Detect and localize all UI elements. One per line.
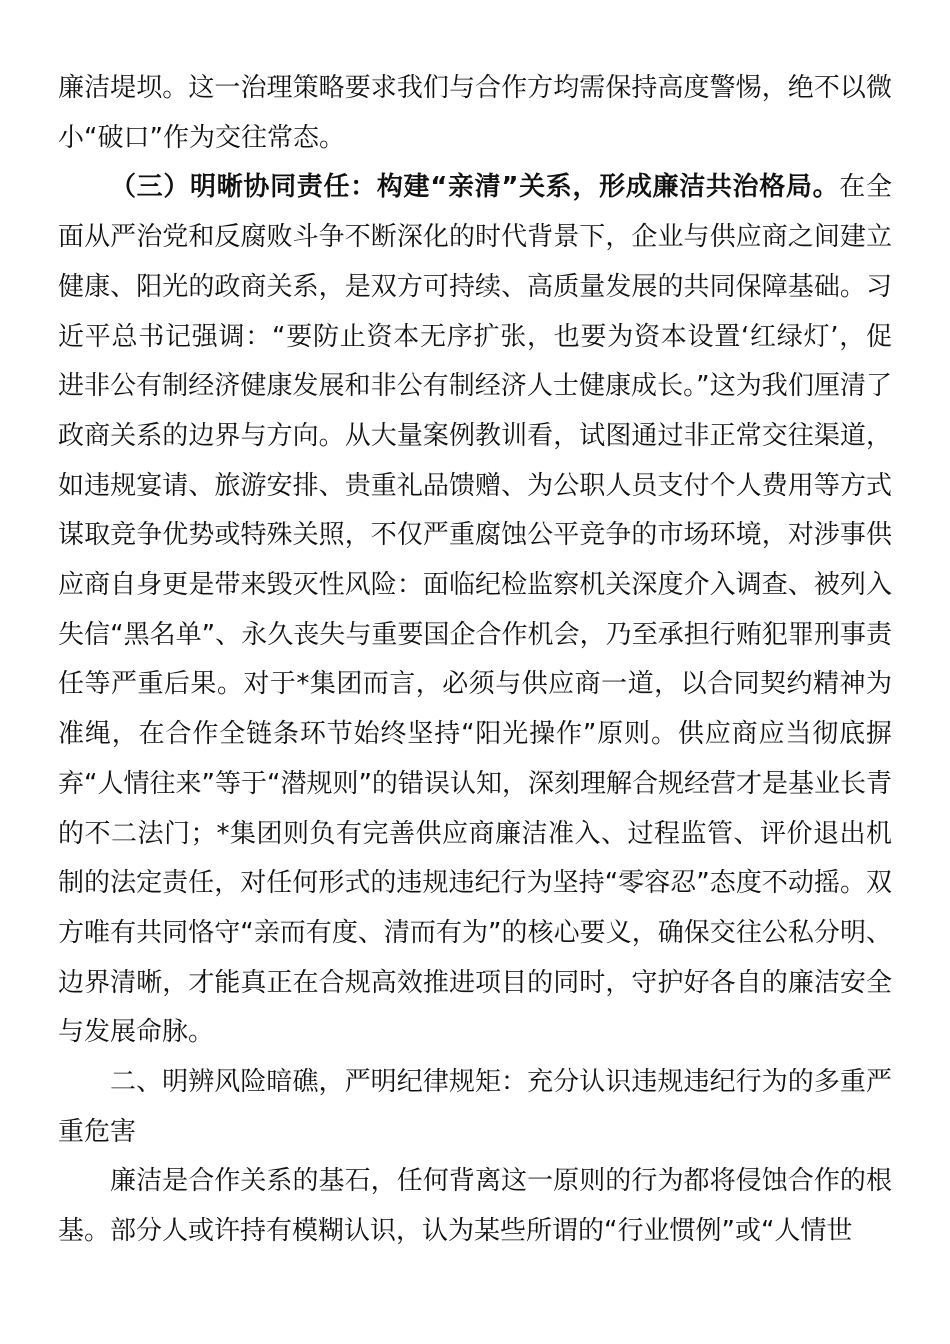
section-2-heading: 二、明辨风险暗礁，严明纪律规矩：充分认识违规违纪行为的多重严重危害: [58, 1067, 892, 1147]
section-3-title: （三）明晰协同责任：构建“亲清”关系，形成廉洁共治格局。: [110, 172, 840, 203]
continuation-paragraph: 廉洁堤坝。这一治理策略要求我们与合作方均需保持高度警惕，绝不以微小“破口”作为交往常态。: [58, 73, 892, 153]
section-3-body: 在全面从严治党和反腐败斗争不断深化的时代背景下，企业与供应商之间建立健康、阳光的政商关系，是双方可持续、高质量发展的共同保障基础。习近平总书记强调：“要防止资本无序扩张，也要为资本设置‘红绿灯’，促进非公有制经济健康发展和非公有制经济人士健康成长。”这为我们厘清了政商关系的边界与方向。从大量案例教训看，试图通过非正常交往渠道，如违规宴请、旅游安排、贵重礼品馈赠、为公职人员支付个人费用等方式谋取竞争优势或特殊关照，不仅严重腐蚀公平竞争的市场环境，对涉事供应商自身更是带来毁灭性风险：面临纪检监察机关深度介入调查、被列入失信“黑名单”、永久丧失与重要国企合作机会，乃至承担行贿犯罪刑事责任等严重后果。对于*集团而言，必须与供应商一道，以合同契约精神为准绳，在合作全链条环节始终坚持“阳光操作”原则。供应商应当彻底摒弃“人情往来”等于“潜规则”的错误认知，深刻理解合规经营才是基业长青的不二法门；*集团则负有完善供应商廉洁准入、过程监管、评价退出机制的法定责任，对任何形式的违规违纪行为坚持“零容忍”态度不动摇。双方唯有共同恪守“亲而有度、清而有为”的核心要义，确保交往公私分明、边界清晰，才能真正在合规高效推进项目的同时，守护好各自的廉洁安全与发展命脉。: [58, 172, 892, 1048]
section-3-paragraph: [58, 163, 892, 1058]
last-paragraph: 廉洁是合作关系的基石，任何背离这一原则的行为都将侵蚀合作的根基。部分人或许持有模糊认识，认为某些所谓的“行业惯例”或“人情世: [58, 1166, 892, 1247]
document-page: [58, 64, 892, 1257]
